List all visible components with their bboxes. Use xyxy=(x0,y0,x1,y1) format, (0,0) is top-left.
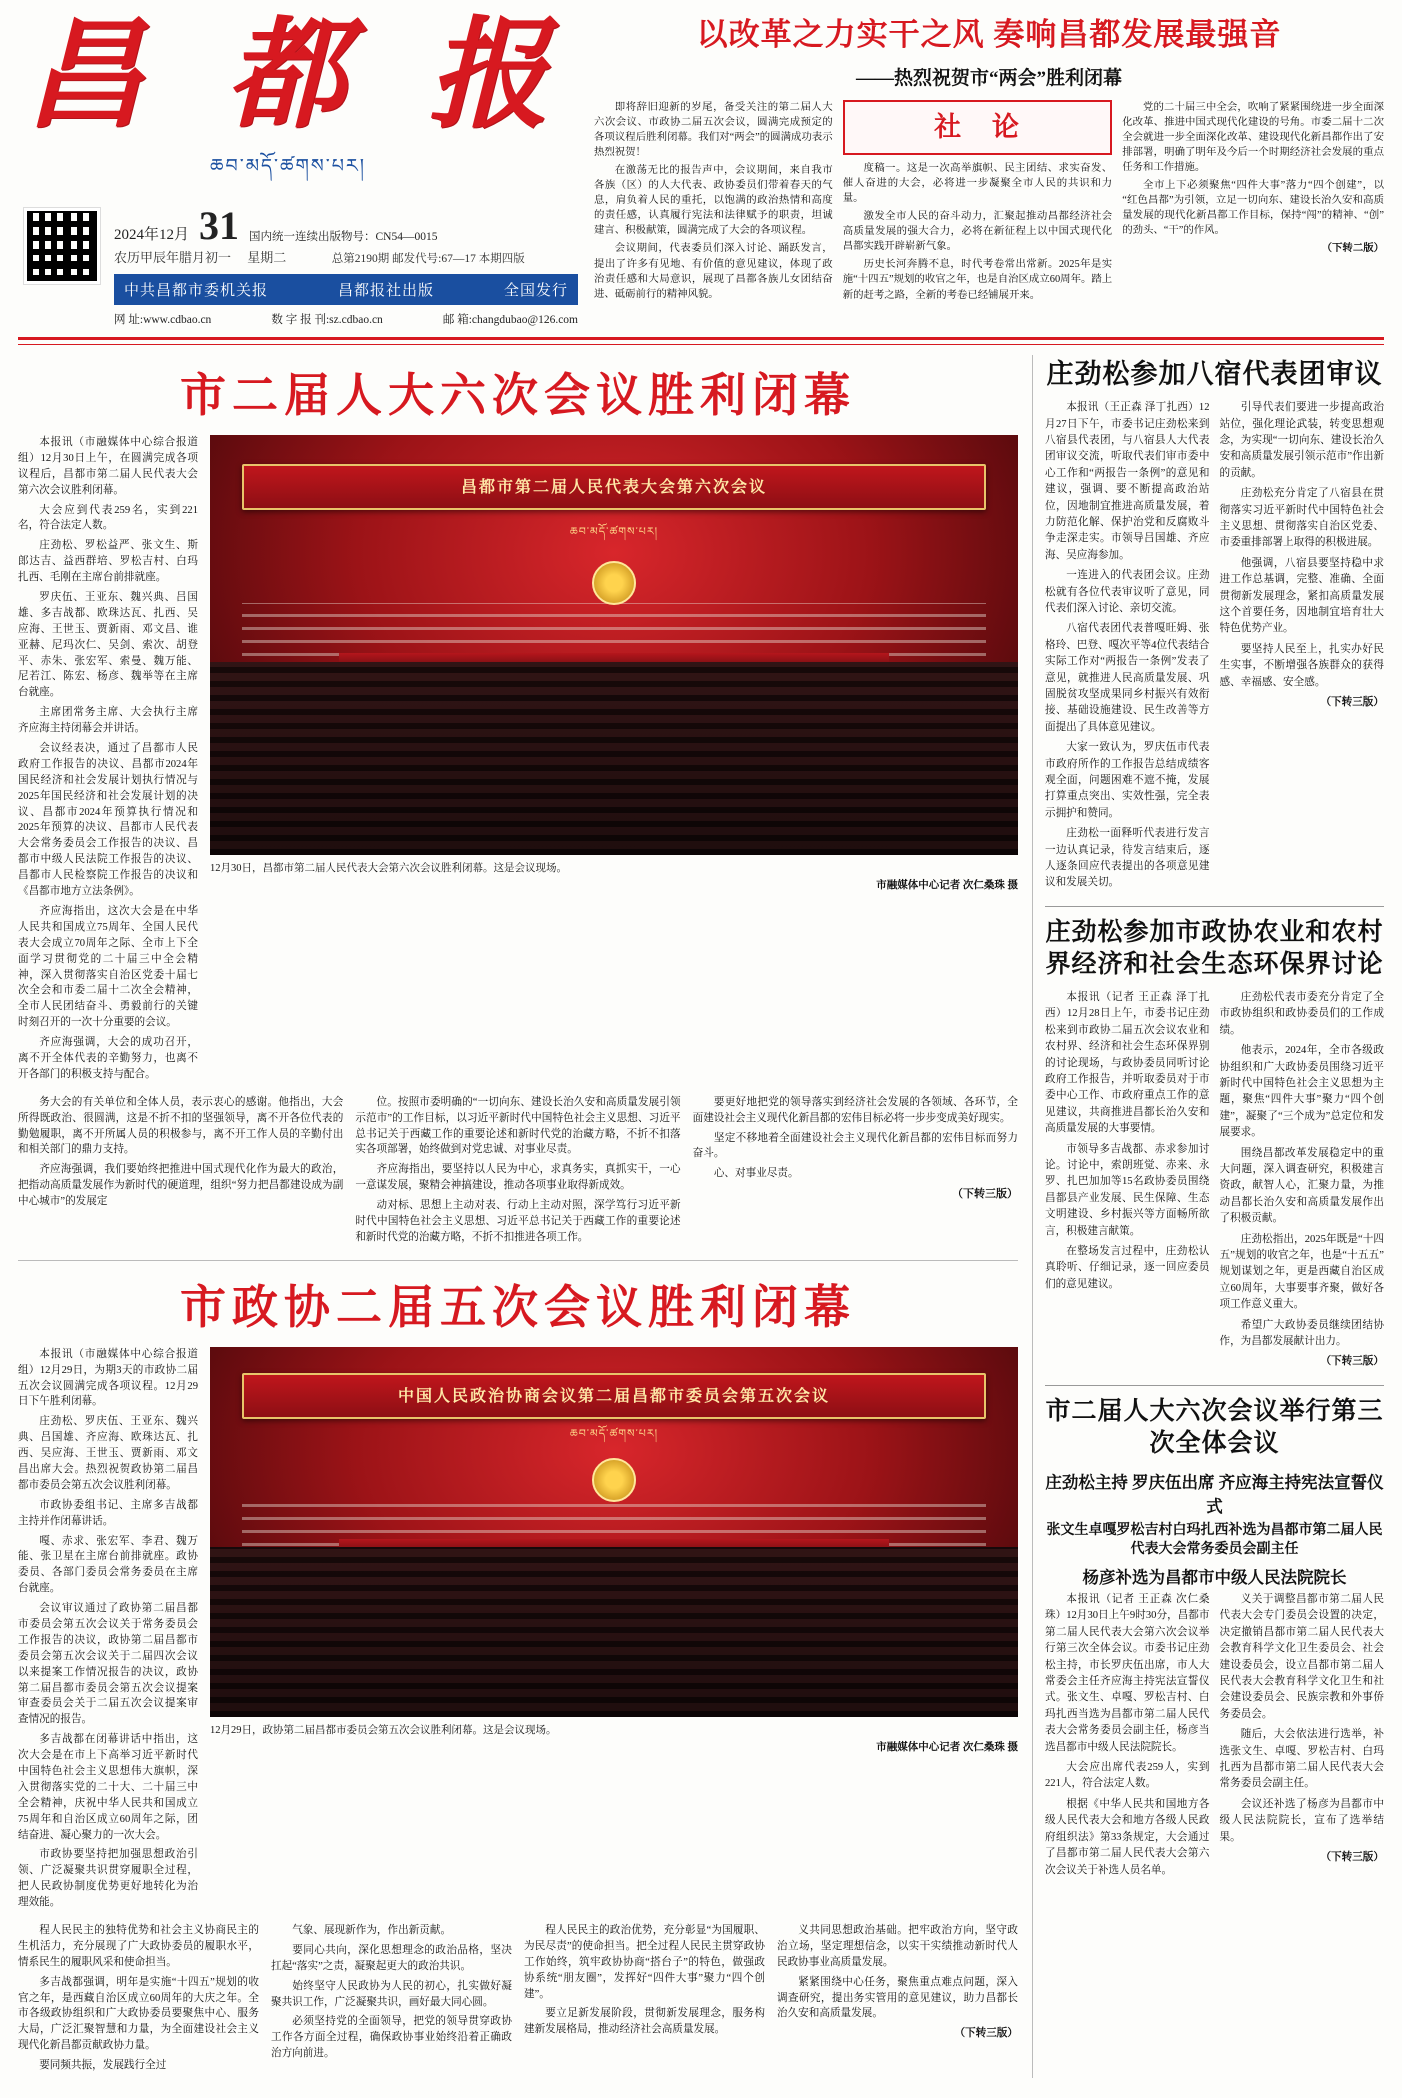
story2-p: 嘎、赤求、张宏军、李君、魏万能、张卫星在主席台前排就座。政协委员、各部门委员会常务委员在主席台就座。 xyxy=(18,1535,198,1595)
story1-p: 齐应海强调，大会的成功召开，离不开全体代表的辛勤努力，也离不开各部门的积极支持与配合。 xyxy=(18,1037,198,1080)
story2 xyxy=(18,1347,1018,1915)
r3-subheadline-2: 张文生卓嘎罗松吉村白玛扎西补选为昌都市第二届人民代表大会常务委员会副主任 xyxy=(1046,1522,1383,1558)
editorial-col-3 xyxy=(1122,100,1384,306)
r1-p: 他强调，八宿县要坚持稳中求进工作总基调，完整、准确、全面贯彻新发展理念，紧扣高质量发展这个首要任务，因地制宜培育壮大特色优势产业。 xyxy=(1219,557,1384,635)
r2-headline: 庄劲松参加市政协农业和农村界经济和社会生态环保界讨论 xyxy=(1045,918,1384,979)
r1-continued: （下转三版） xyxy=(1320,697,1384,708)
editorial-block xyxy=(594,100,1384,306)
r1-p: 一连进入的代表团会议。庄劲松就有各位代表审议听了意见，同代表们深入讨论、亲切交流。 xyxy=(1045,570,1210,614)
story1-body xyxy=(18,1095,1018,1250)
r2-p: 庄劲松指出，2025年既是“十四五”规划的收官之年，也是“十五五”规划谋划之年，更是西藏自治区成立60周年，大事要事齐聚，做好各项工作意义重大。 xyxy=(1219,1233,1384,1311)
editorial-p: 度稿一。这是一次高举旗帜、民主团结、求实奋发、催人奋进的大会，必将进一步凝聚全市人民的共识和力量。 xyxy=(842,162,1113,205)
cppcc-emblem-icon xyxy=(592,1458,636,1502)
r2-body xyxy=(1045,990,1384,1375)
story2-body-p: 必须坚持党的全面领导，把党的领导贯穿政协工作各方面全过程，确保政协事业始终沿着正确政治方向前进。 xyxy=(271,2016,512,2060)
website[interactable]: 网 址:www.cdbao.cn xyxy=(114,314,212,326)
left-column xyxy=(18,355,1018,2078)
story2-body-p: 义共同思想政治基础。把牢政治方向，坚守政治立场，坚定理想信念，以实干实绩推动新时代人民政协事业高质量发展。 xyxy=(777,1925,1018,1968)
story2-continued: （下转三版） xyxy=(954,2028,1018,2040)
photo-audience xyxy=(210,1547,1018,1717)
header-subtitle: ——热烈祝贺市“两会”胜利闭幕 xyxy=(855,67,1122,89)
story2-body-p: 程人民民主的政治优势，充分彰显“为国履职、为民尽责”的使命担当。把全过程人民民主贯穿政协工作始终，筑牢政协协商“搭台子”的特色，做强政协系统“朋友圈”，发挥好“四件大事”聚力“四个创建”。 xyxy=(524,1925,765,2000)
photo-banner-text: 中国人民政治协商会议第二届昌都市委员会第五次会议 xyxy=(242,1373,985,1419)
story1-body-p: 务大会的有关单位和全体人员，表示衷心的感谢。他指出，大会所得既政治、很圆满，这是不折不扣的坚强领导，离不开各位代表的勤勉履职，离不开所属人员的积极参与，离不开工作人员的辛勤付出和相关部门的鼎力支持。 xyxy=(18,1096,344,1156)
editorial-col-2 xyxy=(843,100,1113,306)
story2-p: 市政协委组书记、主席多吉战都主持并作闭幕讲话。 xyxy=(18,1499,198,1527)
story1-p: 庄劲松、罗松益严、张文生、斯郎达吉、益西群培、罗松吉村、白玛扎西、毛刚在主席台前排就座。 xyxy=(18,540,198,584)
story1-lead: 本报讯（市融媒体中心综合报道组）12月30日上午，在圆满完成各项议程后，昌都市第二届人民代表大会第六次会议胜利闭幕。 xyxy=(18,437,198,496)
editorial-p: 在激荡无比的报告声中，会议期间，来自我市各族（区）的人大代表、政协委员们带着春天的气息，肩负着人民的重托，以饱满的政治热情和高度的责任感，认真履行宪法和法律赋予的职责，坦诚建言、积极献策，圆满完成了大会的各项议程。 xyxy=(594,165,833,237)
r3-p: 会议还补选了杨彦为昌都市中级人民法院院长，宣布了选举结果。 xyxy=(1219,1798,1384,1843)
story1-body-p: 心、对事业尽责。 xyxy=(713,1168,799,1180)
story1-body-p: 坚定不移地着全面建设社会主义现代化新昌都的宏伟目标而努力奋斗。 xyxy=(692,1132,1018,1160)
r2-continued: （下转三版） xyxy=(1320,1356,1384,1368)
masthead-right xyxy=(578,10,1384,306)
story1-body-p: 要更好地把党的领导落实到经济社会发展的各领域、各环节，全面建设社会主义现代化新昌都的宏伟目标必将一步步变成美好现实。 xyxy=(692,1096,1018,1124)
header-slogan: 以改革之力实干之风 奏响昌都发展最强音 xyxy=(696,17,1282,52)
story1-intro xyxy=(18,435,198,1087)
story1-body-col-3 xyxy=(693,1095,1018,1250)
r3-lead: 本报讯（记者 王正森 次仁桑珠）12月30日上午9时30分，昌都市第二届人民代表大会第六次会议举行第三次全体会议。市委书记庄劲松主持，市长罗庆伍出席，市人大常委会主任齐应海主持宪法宣誓仪式。张文生、卓嘎、罗松吉村、白玛扎西当选为昌都市第二届人民代表大会常务委员会副主任，杨彦当选昌都市中级人民法院院长。 xyxy=(1045,1594,1210,1753)
r2-p: 市领导多吉战都、赤求参加讨论。讨论中，索朗班觉、赤来、永罗、扎巴加加等15名政协委员围绕昌都县产业发展、民生保障、生态文明建设、乡村振兴等方面畅所欲言，积极建言献策。 xyxy=(1045,1143,1210,1237)
editorial-p: 即将辞旧迎新的岁尾，备受关注的第二届人大六次会议、市政协二届五次会议，圆满完成预定的各项议程后胜利闭幕。我们对“两会”的圆满成功表示热烈祝贺！ xyxy=(594,101,833,158)
issue-number: 总第2190期 邮发代号:67—17 本期四版 xyxy=(331,253,525,265)
story2-p: 会议审议通过了政协第二届昌都市委员会第五次会议关于常务委员会工作报告的决议，政协第二届昌都市委员会第五次会议关于二届四次会议以来提案工作情况报告的决议，政协第二届昌都市委员会第五次会议提案审查委员会关于二届五次会议提案审查情况的报告。 xyxy=(18,1603,198,1726)
r2-p: 希望广大政协委员继续团结协作，为昌都发展献计出力。 xyxy=(1219,1319,1384,1347)
r2-p: 围绕昌都改革发展稳定中的重大问题，深入调查研究，积极建言资政，献智人心，汇聚力量，为推动昌都长治久安和高质量发展作出了积极贡献。 xyxy=(1219,1147,1384,1225)
story2-p: 市政协要坚持把加强思想政治引领、广泛凝聚共识贯穿履职全过程，把人民政协制度优势更好地转化为治理效能。 xyxy=(18,1849,198,1909)
date-block xyxy=(114,203,578,327)
story2-p: 庄劲松、罗庆伍、王亚东、魏兴典、吕国雄、齐应海、欧珠达瓦、扎西、吴应海、王世玉、贾新雨、邓文昌出席大会。热烈祝贺政协第二届昌都市委员会第五次会议胜利闭幕。 xyxy=(18,1416,198,1491)
r2-col-2 xyxy=(1220,990,1385,1375)
story1-p: 罗庆伍、王亚东、魏兴典、吕国雄、多吉战都、欧珠达瓦、扎西、吴应海、王世玉、贾新雨、邓文昌、谁亚赫、尼玛次仁、吴剑、索次、胡登平、赤朱、张宏军、索曼、魏万能、尼若江、陈宏、杨彦、魏举等在主席台就座。 xyxy=(18,592,198,699)
photo-banner-tibetan: ཆབ་མདོ་ཚགས་པར། xyxy=(569,525,659,538)
r1-p: 大家一致认为，罗庆伍市代表市政府所作的工作报告总结成绩客观全面，问题困难不遮不掩，发展打算重点突出、实效性强，完全表示拥护和赞同。 xyxy=(1045,742,1210,819)
story2-headline: 市政协二届五次会议胜利闭幕 xyxy=(180,1281,856,1333)
r2-lead: 本报讯（记者 王正森 泽丁扎西）12月28日上午，市委书记庄劲松来到市政协二届五次会议农业和农村界、经济和社会生态环保界别的讨论现场，与政协委员同听讨论政府工作报告，并听取委员对于市委中心工作、市政府重点工作的意见建议，共商推进昌都长治久安和高质量发展的大事要情。 xyxy=(1045,991,1210,1135)
story2-photo-wrap xyxy=(210,1347,1018,1915)
r1-p: 庄劲松一面释听代表进行发言一边认真记录，待发言结束后，逐人逐条回应代表提出的各项意见建议和发展关切。 xyxy=(1045,828,1210,889)
story2-body-p: 程人民民主的独特优势和社会主义协商民主的生机活力，充分展现了广大政协委员的履职水平，情系民生的履职风采和使命担当。 xyxy=(18,1925,259,1968)
r1-col-2 xyxy=(1220,400,1385,896)
story1-caption: 12月30日，昌都市第二届人民代表大会第六次会议胜利闭幕。这是会议现场。 xyxy=(210,863,567,874)
r2-col-1 xyxy=(1045,990,1210,1375)
r1-col-1 xyxy=(1045,400,1210,896)
publisher-house: 昌都报社出版 xyxy=(337,283,434,299)
story1-photo-wrap xyxy=(210,435,1018,1087)
national-emblem-icon xyxy=(592,561,636,605)
story2-lead: 本报讯（市融媒体中心综合报道组）12月29日，为期3天的市政协二届五次会议圆满完成各项议程。12月29日下午胜利闭幕。 xyxy=(18,1348,198,1408)
r1-p: 庄劲松充分肯定了八宿县在贯彻落实习近平新时代中国特色社会主义思想、贯彻落实自治区党委、市委重排部署上取得的积极进展。 xyxy=(1219,488,1384,549)
story2-body-p: 要立足新发展阶段，贯彻新发展理念，服务构建新发展格局，推动经济社会高质量发展。 xyxy=(524,2008,765,2036)
r3-col-1 xyxy=(1045,1592,1210,1883)
story2-body-p: 要同频共振，发展践行全过 xyxy=(39,2060,167,2072)
story2-p: 多吉战都在闭幕讲话中指出，这次大会是在市上下高举习近平新时代中国特色社会主义思想伟大旗帜，深入贯彻落实党的二十大、二十届三中全会精神，庆祝中华人民共和国成立75周年和自治区成立60周年之际，团结奋进、凝心聚力的一次大会。 xyxy=(18,1734,198,1841)
editorial-p: 全市上下必须聚焦“四件大事”落力“四个创建”，以“红色昌都”为引领，立足一切向东、建设长治久安和高质量发展的现代化新昌都工作目标，保持“闯”的精神、“创”的劲头、“干”的作风。 xyxy=(1122,180,1384,237)
editorial-p: 历史长河奔腾不息，时代考卷常出常新。2025年是实施“十四五”规划的收官之年，也是自治区成立60周年。踏上新的赶考之路，全新的考卷已经铺展开来。 xyxy=(842,259,1113,301)
right-column xyxy=(1032,355,1384,2078)
tibetan-title: ཆབ་མདོ་ཚགས་པར། xyxy=(210,155,366,177)
r2-p: 在整场发言过程中，庄劲松认真聆听、仔细记录，逐一回应委员们的意见建议。 xyxy=(1045,1245,1210,1290)
newspaper-title: 昌 都 报 xyxy=(24,9,574,142)
story2-body-p: 要同心共向，深化思想理念的政治品格，坚决扛起“落实”之责，凝聚起更大的政治共识。 xyxy=(271,1944,512,1972)
issue-day: 31 xyxy=(199,203,240,248)
r3-p: 根据《中华人民共和国地方各级人民代表大会和地方各级人民政府组织法》第33条规定，大会通过了昌都市第二届人民代表大会第六次会议关于补选人员名单。 xyxy=(1045,1798,1210,1876)
lunar-date: 农历甲辰年腊月初一 xyxy=(114,250,232,265)
editorial-p: 会议期间，代表委员们深入讨论、踊跃发言，提出了许多有见地、有价值的意见建议，体现了政治责任感和大局意识，展现了昌都各族儿女团结奋进、砥砺前行的精神风貌。 xyxy=(594,243,833,300)
story2-body-p: 紧紧围绕中心任务，聚焦重点难点问题，深入调查研究，提出务实管用的意见建议，助力昌都长治久安和高质量发展。 xyxy=(777,1976,1018,2020)
r3-p: 义关于调整昌都市第二届人民代表大会专门委员会设置的决定，决定撤销昌都市第二届人民代表大会教育科学文化卫生委员会、社会建设委员会，设立昌都市第二届人民代表大会教育科学文化卫生和社会建设委员会、民族宗教和外事侨务委员会。 xyxy=(1219,1594,1384,1720)
photo-banner-text: 昌都市第二届人民代表大会第六次会议 xyxy=(242,464,985,510)
story1-credit: 市融媒体中心记者 次仁桑珠 摄 xyxy=(876,880,1018,891)
story2-caption: 12月29日，政协第二届昌都市委员会第五次会议胜利闭幕。这是会议现场。 xyxy=(210,1724,557,1736)
page-content xyxy=(18,355,1384,2078)
r1-headline: 庄劲松参加八宿代表团审议 xyxy=(1046,359,1383,389)
story1-body-col-1 xyxy=(18,1095,343,1250)
story2-body-p: 多吉战都强调，明年是实施“十四五”规划的收官之年，是西藏自治区成立60周年的大庆之年。全市各级政协组织和广大政协委员要聚焦中心、服务大局，广泛汇聚智慧和力量，为全面建设社会主义现代化新昌都贡献政协力量。 xyxy=(18,1976,259,2052)
issue-date: 2024年12月 xyxy=(114,227,190,243)
story2-body-p: 始终坚守人民政协为人民的初心，扎实做好凝聚共识工作，广泛凝聚共识，画好最大同心圆。 xyxy=(271,1980,512,2008)
contact-row xyxy=(114,311,578,327)
story2-body-col-2 xyxy=(271,1923,512,2078)
story1-headline: 市二届人大六次会议胜利闭幕 xyxy=(180,370,856,421)
editorial-badge: 社 论 xyxy=(843,100,1113,155)
story2-body-col-4 xyxy=(777,1923,1018,2078)
story1-p: 齐应海指出，这次大会是在中华人民共和国成立75周年、全国人民代表大会成立70周年之际、全市上下全面学习贯彻党的二十届三中全会精神，深入贯彻落实自治区党委十届七次全会和市委二届十二次全会精神，全市人民团结奋斗、勇毅前行的关键时刻召开的一次十分重要的会议。 xyxy=(18,905,198,1029)
r3-headline: 市二届人大六次会议举行第三次全体会议 xyxy=(1045,1397,1384,1458)
story2-body xyxy=(18,1923,1018,2078)
r2-p: 他表示，2024年，全市各级政协组织和广大政协委员围绕习近平新时代中国特色社会主义思想为主题，聚焦“四件大事”聚力“四个创建”，凝聚了“三个成为”总定位和发展要求。 xyxy=(1219,1045,1384,1139)
email[interactable]: 邮 箱:changdubao@126.com xyxy=(442,314,578,326)
story1-continued: （下转三版） xyxy=(951,1188,1018,1201)
r1-lead: 本报讯（王正森 泽丁扎西）12月27日下午，市委书记庄劲松来到八宿县代表团，与八宿县人大代表团审议交流，听取代表们审市委中心工作和“两报告一条例”的意见和建议，强调、要不断提高政治站位，因地制宜推进高质量发展，着力防范化解、保护治党和反腐败斗争走深走实。市领导吕国雄、齐应海、吴应海参加。 xyxy=(1045,402,1210,561)
editorial-p: 激发全市人民的奋斗动力，汇聚起推动昌都经济社会高质量发展的强大合力，必将在新征程上以中国式现代化昌都实践开辟崭新气象。 xyxy=(842,211,1113,253)
story2-photo xyxy=(210,1347,1018,1717)
r1-body xyxy=(1045,400,1384,896)
r2-p: 庄劲松代表市委充分肯定了全市政协组织和政协委员们的工作成绩。 xyxy=(1219,991,1384,1036)
r3-continued: （下转三版） xyxy=(1320,1852,1384,1864)
r3-p: 大会应出席代表259人，实到221人，符合法定人数。 xyxy=(1045,1762,1210,1790)
distribution: 全国发行 xyxy=(503,283,568,299)
photo-audience xyxy=(210,662,1018,855)
story1-body-p: 动对标、思想上主动对表、行动上主动对照，深学笃行习近平新时代中国特色社会主义思想、习近平总书记关于西藏工作的重要论述和新时代党的治藏方略，不折不扣推进各项工作。 xyxy=(355,1200,681,1243)
story2-body-col-3 xyxy=(524,1923,765,2078)
editorial-col-1 xyxy=(594,100,833,306)
digital-edition[interactable]: 数 字 报 刊:sz.cdbao.cn xyxy=(271,314,383,326)
story1-body-p: 齐应海强调，我们要始终把推进中国式现代化作为最大的政治，把指动高质量发展作为新时代的硬道理，组织“努力把昌都建设成为副中心城市”的发展定 xyxy=(18,1164,344,1208)
r1-p: 八宿代表团代表普嘎旺姆、张格玲、巴登、嘎次平等4位代表结合实际工作对“两报告一条例”发表了意见，就推进人民高质量发展、巩固脱贫攻坚成果同乡村振兴有效衔接、基础设施建设、民生改善等方面提出了具体意见建议。 xyxy=(1045,623,1210,733)
r3-subheadline-3: 杨彦补选为昌都市中级人民法院院长 xyxy=(1082,1568,1347,1587)
editorial-p: 党的二十届三中全会，吹响了紧紧围绕进一步全面深化改革、推进中国式现代化建设的号角。市委二届十二次全会就进一步全面深化改革、建设现代化新昌都作出了安排部署，明确了明年及今后一个时期经济社会发展的重点任务和工作措施。 xyxy=(1122,101,1384,174)
weekday: 星期二 xyxy=(247,250,287,265)
story1-body-p: 位。按照市委明确的“一切向东、建设长治久安和高质量发展引领示范市”的工作目标，以习近平新时代中国特色社会主义思想、习近平总书记关于西藏工作的重要论述和新时代党的治藏方略，不折不扣落实各项部署，始终做到对党忠诚、对事业尽责。 xyxy=(355,1096,681,1156)
issn: 国内统一连续出版物号：CN54—0015 xyxy=(249,231,438,243)
publisher-bar xyxy=(114,274,578,305)
photo-banner-tibetan: ཆབ་མདོ་ཚགས་པར། xyxy=(569,1426,659,1440)
r1-p: 引导代表们要进一步提高政治站位，强化理论武装，转变思想观念，为实现“一切向东、建设长治久安和高质量发展引领示范市”作出新的贡献。 xyxy=(1219,402,1384,479)
story1-photo xyxy=(210,435,1018,855)
masthead xyxy=(18,10,1384,327)
story1-p: 大会应到代表259名，实到221名，符合法定人数。 xyxy=(18,504,198,532)
masthead-left xyxy=(18,10,578,327)
continued-note: （下转二版） xyxy=(1321,243,1384,255)
story1-body-col-2 xyxy=(355,1095,680,1250)
story2-credit: 市融媒体中心记者 次仁桑珠 摄 xyxy=(876,1741,1018,1753)
story1 xyxy=(18,435,1018,1087)
story1-p: 主席团常务主席、大会执行主席齐应海主持闭幕会并讲话。 xyxy=(18,707,198,735)
story2-body-col-1 xyxy=(18,1923,259,2078)
r3-body xyxy=(1045,1592,1384,1883)
r3-subheadline-1: 庄劲松主持 罗庆伍出席 齐应海主持宪法宣誓仪式 xyxy=(1045,1472,1384,1516)
story2-intro xyxy=(18,1347,198,1915)
qr-code-icon[interactable] xyxy=(24,208,100,284)
publisher-org: 中共昌都市委机关报 xyxy=(124,283,269,299)
r3-col-2 xyxy=(1220,1592,1385,1883)
r3-p: 随后，大会依法进行选举，补选张文生、卓嘎、罗松吉村、白玛扎西为昌都市第二届人民代表大会常务委员会副主任。 xyxy=(1219,1729,1384,1790)
story2-body-p: 气象、展现新作为，作出新贡献。 xyxy=(292,1925,452,1937)
story1-body-p: 齐应海指出，要坚持以人民为中心，求真务实，真抓实干，一心一意谋发展，聚精会神搞建设，推动各项事业取得新成效。 xyxy=(355,1164,681,1192)
r1-p: 要坚持人民至上，扎实办好民生实事，不断增强各族群众的获得感、幸福感、安全感。 xyxy=(1219,643,1384,688)
story1-p: 会议经表决，通过了昌都市人民政府工作报告的决议、昌都市2024年国民经济和社会发展计划执行情况与2025年国民经济和社会发展计划的决议、昌都市2024年预算执行情况和2025年预算的决议、昌都市人民代表大会常务委员会工作报告的决议、昌都市中级人民法院工作报告的决议、昌都市人民检察院工作报告的决议和《昌都市地方立法条例》。 xyxy=(18,743,198,898)
